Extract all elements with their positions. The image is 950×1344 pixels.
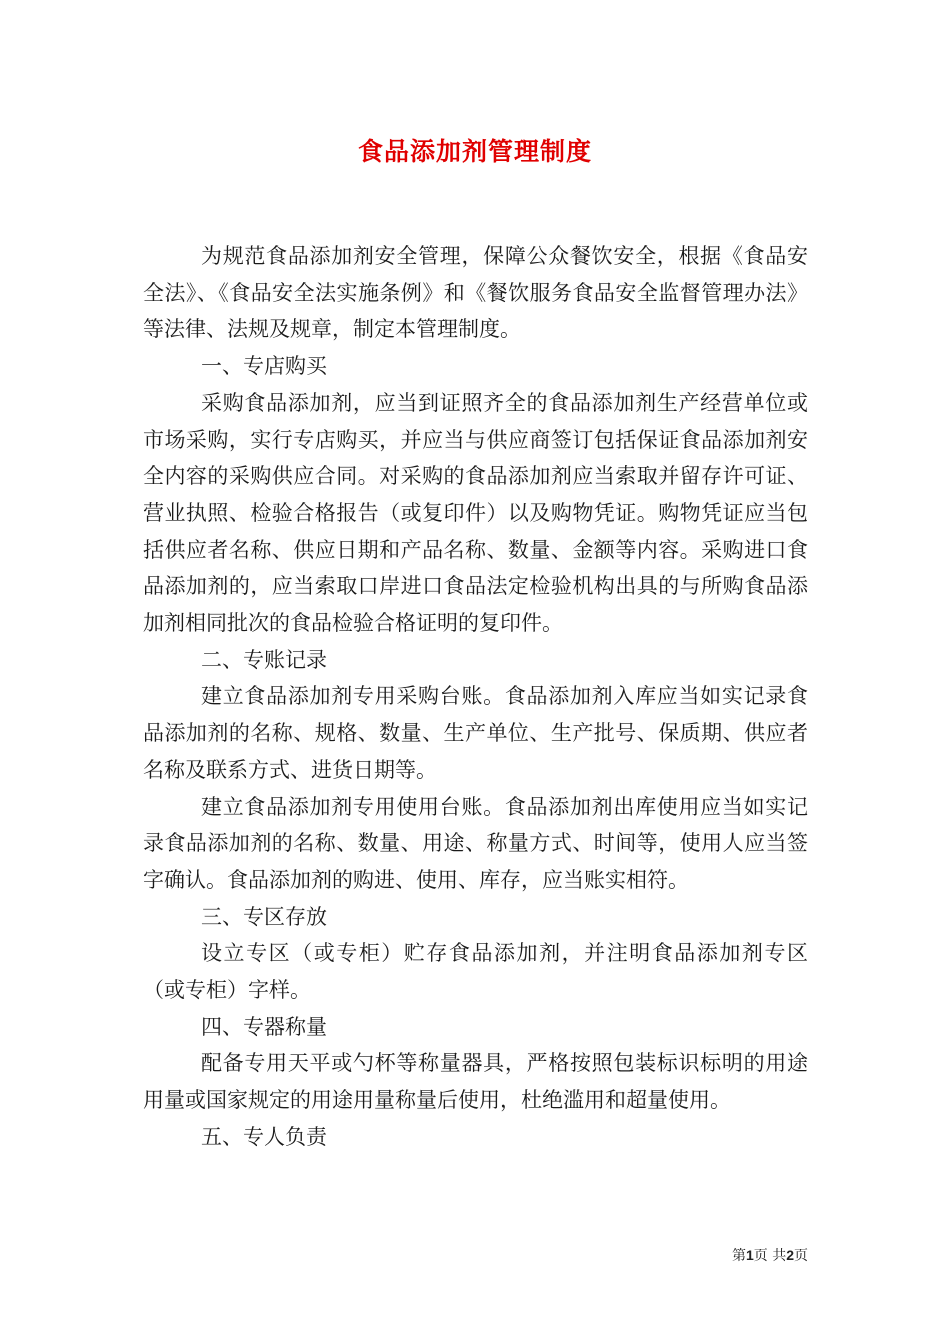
footer-total-pages: 2 [786, 1247, 794, 1263]
footer-middle: 页 共 [753, 1248, 787, 1264]
document-body [143, 238, 808, 1156]
intro-paragraph: 为规范食品添加剂安全管理，保障公众餐饮安全，根据《食品安全法》、《食品安全法实施条例》和《餐饮服务食品安全监督管理办法》等法律、法规及规章，制定本管理制度。 [143, 244, 808, 342]
section-heading-2: 二、专账记录 [201, 647, 327, 672]
section-paragraph-4: 配备专用天平或勺杯等称量器具，严格按照包装标识标明的用途用量或国家规定的用途用量称量后使用，杜绝滥用和超量使用。 [143, 1051, 808, 1113]
document-title: 食品添加剂管理制度 [357, 137, 592, 166]
page-footer [0, 1245, 808, 1265]
footer-prefix: 第 [731, 1248, 746, 1264]
section-paragraph-1: 采购食品添加剂，应当到证照齐全的食品添加剂生产经营单位或市场采购，实行专店购买，并应当与供应商签订包括保证食品添加剂安全内容的采购供应合同。对采购的食品添加剂应当索取并留存许可证、营业执照、检验合格报告（或复印件）以及购物凭证。购物凭证应当包括供应者名称、供应日期和产品名称、数量、金额等内容。采购进口食品添加剂的，应当索取口岸进口食品法定检验机构出具的与所购食品添加剂相同批次的食品检验合格证明的复印件。 [143, 390, 808, 636]
section-heading-3: 三、专区存放 [201, 904, 327, 929]
footer-suffix: 页 [794, 1248, 808, 1264]
section-paragraph-2a: 建立食品添加剂专用采购台账。食品添加剂入库应当如实记录食品添加剂的名称、规格、数量、生产单位、生产批号、保质期、供应者名称及联系方式、进货日期等。 [143, 684, 808, 782]
footer-current-page: 1 [745, 1247, 754, 1263]
section-heading-4: 四、专器称量 [201, 1014, 327, 1039]
section-heading-5: 五、专人负责 [201, 1124, 327, 1149]
section-paragraph-2b: 建立食品添加剂专用使用台账。食品添加剂出库使用应当如实记录食品添加剂的名称、数量、用途、称量方式、时间等，使用人应当签字确认。食品添加剂的购进、使用、库存，应当账实相符。 [143, 794, 808, 892]
section-paragraph-3: 设立专区（或专柜）贮存食品添加剂，并注明食品添加剂专区（或专柜）字样。 [143, 941, 808, 1003]
section-heading-1: 一、专店购买 [201, 354, 327, 379]
